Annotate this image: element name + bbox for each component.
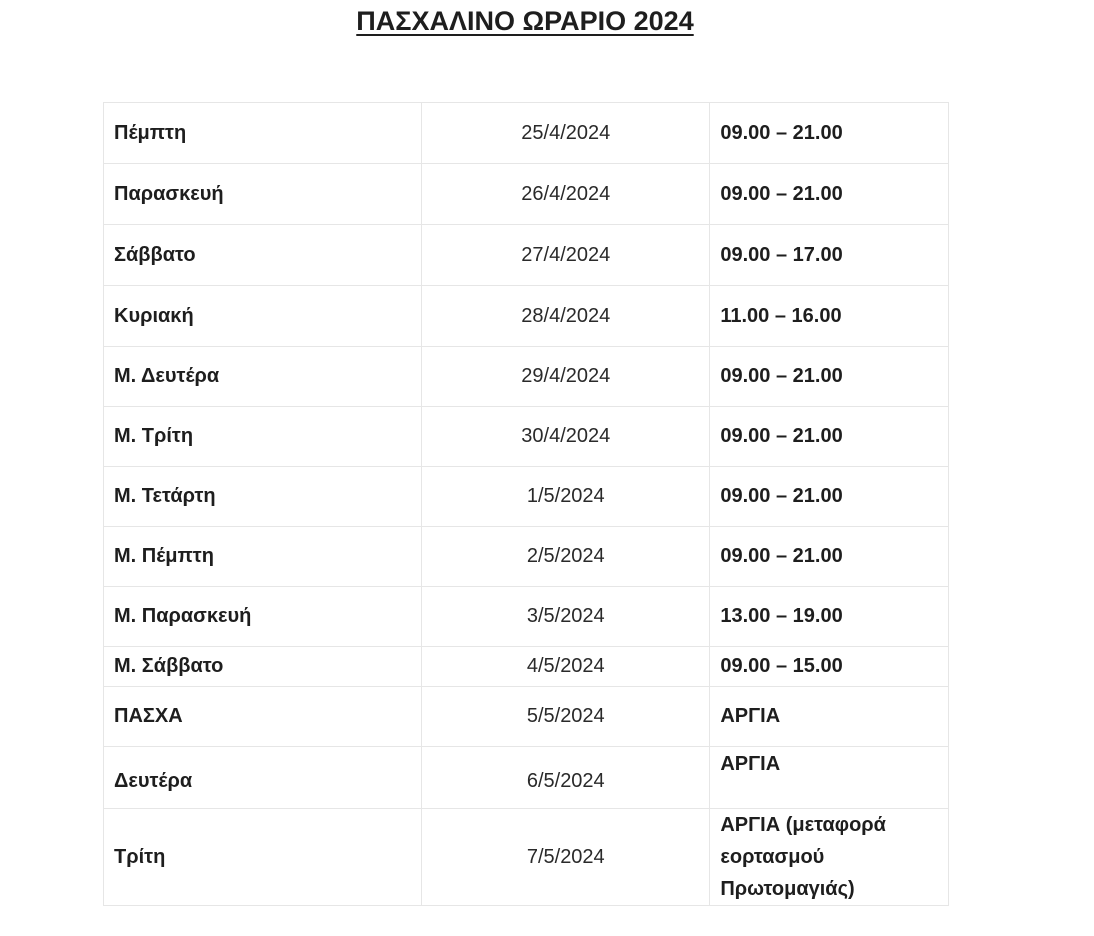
day-cell: Μ. Παρασκευή [104,587,422,647]
hours-line: ΑΡΓΙΑ (μεταφορά [720,814,886,836]
hours-line: εορτασμού [720,846,825,868]
date-cell: 29/4/2024 [422,347,710,407]
day-cell: Μ. Τρίτη [104,407,422,467]
schedule-table [103,102,949,906]
hours-cell: 09.00 – 21.00 [710,347,949,407]
page-title-text: ΠΑΣΧΑΛΙΝΟ ΩΡΑΡΙΟ 2024 [356,6,694,36]
hours-cell [710,809,949,906]
date-cell: 25/4/2024 [422,103,710,164]
table-row [104,164,949,225]
table-row [104,527,949,587]
table-row [104,407,949,467]
day-cell: Τρίτη [104,809,422,906]
date-cell: 7/5/2024 [422,809,710,906]
table-row [104,809,949,906]
date-cell: 1/5/2024 [422,467,710,527]
table-row [104,747,949,809]
hours-cell: 11.00 – 16.00 [710,286,949,347]
hours-cell: 09.00 – 21.00 [710,407,949,467]
day-cell: Δευτέρα [104,747,422,809]
day-cell: Μ. Τετάρτη [104,467,422,527]
table-row [104,587,949,647]
hours-cell: ΑΡΓΙΑ [710,687,949,747]
page-title [0,6,1050,37]
date-cell: 3/5/2024 [422,587,710,647]
date-cell: 26/4/2024 [422,164,710,225]
hours-cell: 09.00 – 21.00 [710,103,949,164]
date-cell: 28/4/2024 [422,286,710,347]
date-cell: 5/5/2024 [422,687,710,747]
hours-line: Πρωτομαγιάς) [720,878,855,900]
date-cell: 6/5/2024 [422,747,710,809]
day-cell: Κυριακή [104,286,422,347]
date-cell: 2/5/2024 [422,527,710,587]
day-cell: Μ. Πέμπτη [104,527,422,587]
hours-cell: 09.00 – 21.00 [710,467,949,527]
hours-cell: 09.00 – 15.00 [710,647,949,687]
table-row [104,467,949,527]
day-cell: Παρασκευή [104,164,422,225]
hours-cell: 09.00 – 21.00 [710,164,949,225]
table-row [104,225,949,286]
hours-cell: 13.00 – 19.00 [710,587,949,647]
table-row [104,647,949,687]
day-cell: Πέμπτη [104,103,422,164]
table-row [104,103,949,164]
table-row [104,687,949,747]
hours-cell: 09.00 – 17.00 [710,225,949,286]
table-row [104,347,949,407]
day-cell: Μ. Σάββατο [104,647,422,687]
day-cell: Σάββατο [104,225,422,286]
table-row [104,286,949,347]
date-cell: 4/5/2024 [422,647,710,687]
date-cell: 30/4/2024 [422,407,710,467]
hours-cell: 09.00 – 21.00 [710,527,949,587]
hours-cell: ΑΡΓΙΑ [710,747,949,809]
day-cell: Μ. Δευτέρα [104,347,422,407]
day-cell: ΠΑΣΧΑ [104,687,422,747]
date-cell: 27/4/2024 [422,225,710,286]
